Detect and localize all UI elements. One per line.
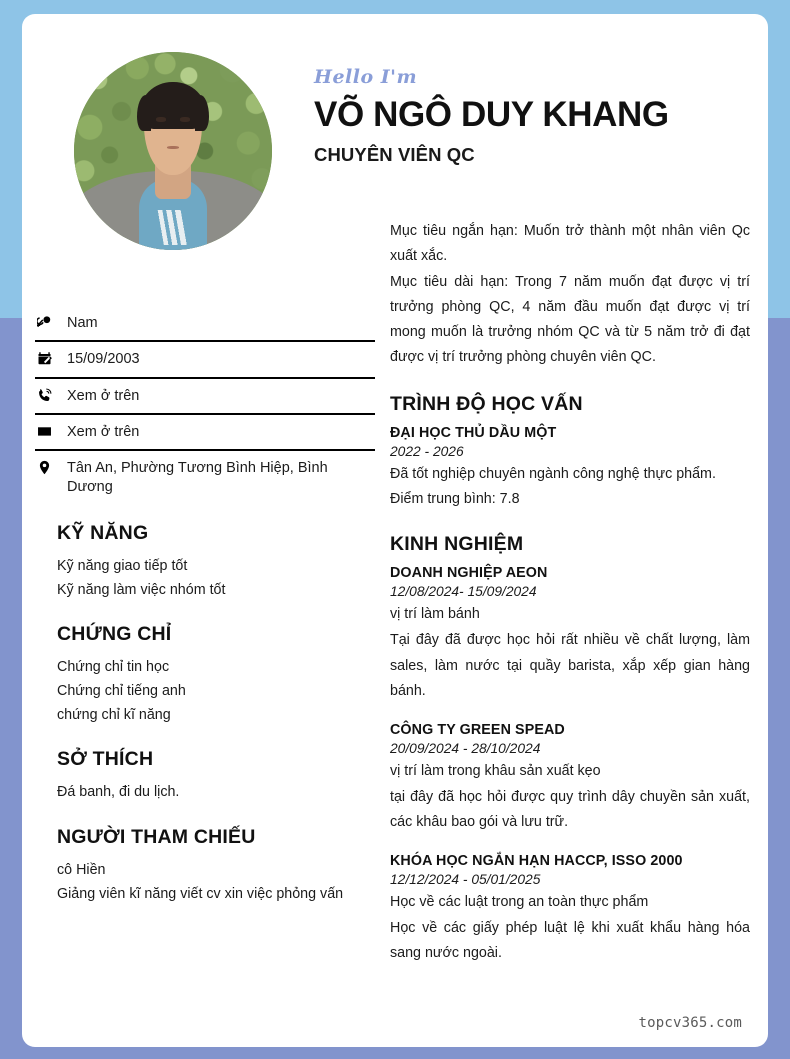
education-dates: 2022 - 2026 [390,443,464,459]
experience-description: tại đây đã học hỏi được quy trình dây chuyền sản xuất, các khâu bao gói và lưu trữ. [390,788,750,831]
job-title: CHUYÊN VIÊN QC [314,144,475,166]
section-title: TRÌNH ĐỘ HỌC VẤN [390,392,583,415]
experience-dates: 20/09/2024 - 28/10/2024 [390,740,541,756]
section-hobbies [35,748,375,803]
experience-entry [390,565,750,704]
left-column [35,306,375,908]
phone-icon [35,387,53,403]
section-title: KỸ NĂNG [57,521,149,544]
resume-card [22,14,768,1047]
contact-value: Nam [67,315,98,331]
section-references [35,826,375,905]
contact-value: Xem ở trên [67,387,140,404]
section-title: KINH NGHIỆM [390,533,524,556]
section-skills [35,522,375,601]
envelope-icon [35,423,53,439]
watermark: topcv365.com [638,1015,742,1031]
right-column [390,219,750,981]
objective-long-term: Mục tiêu dài hạn: Trong 7 năm muốn đạt được vị trí trưởng phòng QC, 4 năm đầu muốn đạt được vị trí mong muốn là trưởng nhóm QC và từ 5 năm trở đi đạt được vị trí trưởng phòng chuyên viên QC. [390,273,750,366]
section-certificates [35,623,375,726]
list-item: cô Hiền [57,861,106,878]
contact-value: Xem ở trên [67,423,140,440]
contact-list [35,306,375,500]
name-block [314,66,744,166]
contact-row-birthdate [35,342,375,378]
calendar-icon [35,350,53,366]
list-item: Kỹ năng làm việc nhóm tốt [57,581,226,598]
education-gpa: Điểm trung bình: 7.8 [390,490,520,507]
experience-entry [390,722,750,836]
experience-role: vị trí làm bánh [390,606,480,623]
list-item: Giảng viên kĩ năng viết cv xin việc phỏng vấn [57,885,344,902]
experience-description: Tại đây đã được học hỏi rất nhiều về chất lượng, làm sales, làm nước tại quầy barista, xắp xếp gian hàng bánh. [390,632,750,700]
contact-row-email [35,415,375,451]
objective-short-term: Mục tiêu ngắn hạn: Muốn trở thành một nhân viên Qc xuất xắc. [390,223,750,265]
experience-dates: 12/08/2024- 15/09/2024 [390,584,537,600]
section-education [390,393,750,511]
experience-description: Học về các giấy phép luật lệ khi xuất khẩu hàng hóa sang nước ngoài. [390,919,750,962]
page-title: VÕ NGÔ DUY KHANG [314,95,669,134]
section-objective [390,219,750,371]
section-experience [390,533,750,967]
section-title: NGƯỜI THAM CHIẾU [57,825,256,848]
experience-org: DOANH NGHIỆP AEON [390,565,548,582]
contact-row-gender [35,306,375,342]
section-title: SỞ THÍCH [57,748,154,771]
photo-eye-right [180,117,190,122]
education-school: ĐẠI HỌC THỦ DẦU MỘT [390,424,557,441]
contact-value: 15/09/2003 [67,351,140,368]
experience-dates: 12/12/2024 - 05/01/2025 [390,871,541,887]
gender-icon [35,314,53,330]
contact-row-address [35,451,375,500]
photo-mouth [167,146,179,149]
experience-entry [390,853,750,967]
list-item: chứng chỉ kĩ năng [57,707,171,724]
avatar [74,52,272,250]
list-item: Kỹ năng giao tiếp tốt [57,557,188,574]
photo-eye-left [156,117,166,122]
experience-org: CÔNG TY GREEN SPEAD [390,721,565,738]
education-detail: Đã tốt nghiệp chuyên ngành công nghệ thực phẩm. [390,465,716,482]
experience-role: Học về các luật trong an toàn thực phẩm [390,893,649,910]
list-item: Chứng chỉ tiếng anh [57,683,186,700]
avatar-photo [74,52,272,250]
experience-role: vị trí làm trong khâu sản xuất kẹo [390,762,601,779]
list-item: Chứng chỉ tin học [57,659,170,675]
experience-org: KHÓA HỌC NGẮN HẠN HACCP, ISSO 2000 [390,852,683,869]
contact-row-phone [35,379,375,415]
section-title: CHỨNG CHỈ [57,623,172,645]
list-item: Đá banh, đi du lịch. [57,784,180,801]
location-pin-icon [35,459,53,475]
greeting-text: Hello I'm [314,66,418,88]
contact-value: Tân An, Phường Tương Bình Hiệp, Bình Dương [67,460,328,496]
